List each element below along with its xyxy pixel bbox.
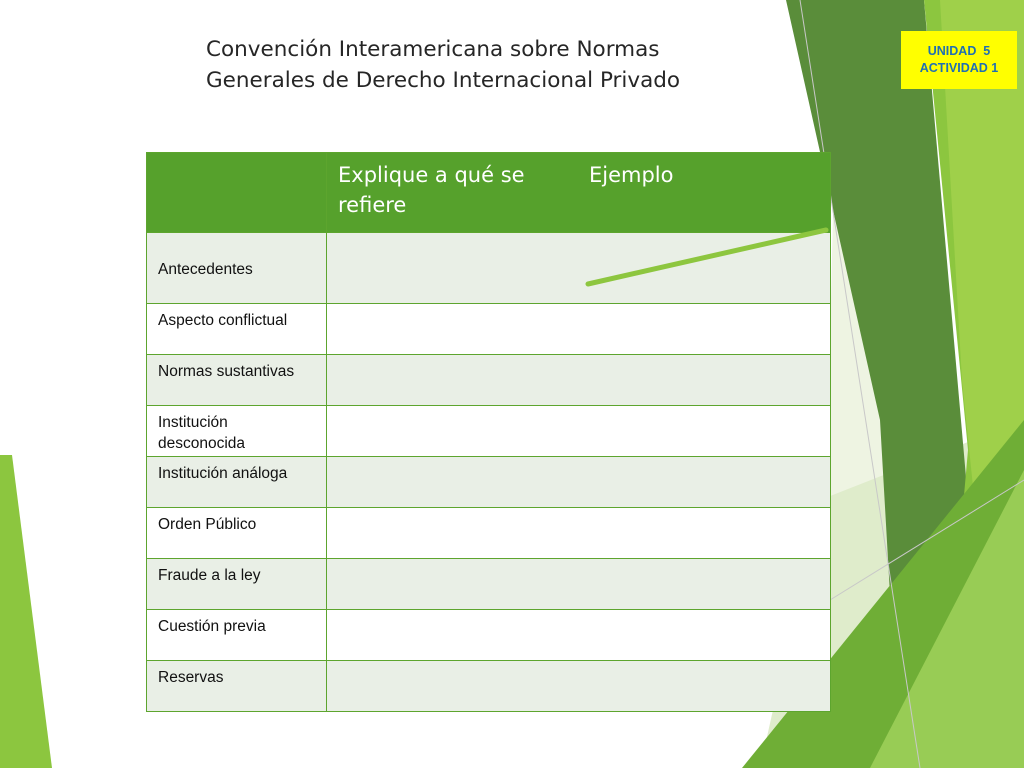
slide-title xyxy=(206,34,806,96)
header-example-label: Ejemplo xyxy=(589,163,674,187)
row-answer-cell[interactable] xyxy=(327,661,831,712)
activity-table xyxy=(146,152,831,712)
table-row xyxy=(147,233,831,304)
row-concept-label: Normas sustantivas xyxy=(158,363,295,380)
row-concept-cell xyxy=(147,661,327,712)
badge-activity-label: ACTIVIDAD 1 xyxy=(919,61,999,75)
row-answer-cell[interactable] xyxy=(327,233,831,304)
row-concept-cell xyxy=(147,406,327,457)
header-explain-label: Explique a qué se refiere xyxy=(338,163,525,217)
row-answer-cell[interactable] xyxy=(327,355,831,406)
unit-activity-badge xyxy=(901,31,1017,89)
row-answer-cell[interactable] xyxy=(327,610,831,661)
row-concept-label: Reservas xyxy=(158,669,224,686)
row-answer-cell[interactable] xyxy=(327,457,831,508)
slide-title-line-1: Convención Interamericana sobre Normas xyxy=(206,37,660,62)
table-row xyxy=(147,304,831,355)
table-row xyxy=(147,661,831,712)
row-concept-label: Antecedentes xyxy=(158,261,253,278)
row-concept-cell xyxy=(147,610,327,661)
row-concept-cell xyxy=(147,457,327,508)
table-row xyxy=(147,457,831,508)
row-answer-cell[interactable] xyxy=(327,304,831,355)
table-row xyxy=(147,559,831,610)
header-concept-cell xyxy=(147,153,327,233)
row-concept-label: Institución desconocida xyxy=(158,414,246,452)
row-concept-cell xyxy=(147,304,327,355)
table-row xyxy=(147,508,831,559)
row-answer-cell[interactable] xyxy=(327,559,831,610)
badge-unit-label: UNIDAD 5 xyxy=(927,44,991,58)
row-concept-label: Aspecto conflictual xyxy=(158,312,288,329)
row-concept-label: Orden Público xyxy=(158,516,257,533)
row-concept-cell xyxy=(147,508,327,559)
row-concept-label: Cuestión previa xyxy=(158,618,266,635)
row-concept-cell xyxy=(147,355,327,406)
row-concept-cell xyxy=(147,233,327,304)
row-concept-label: Fraude a la ley xyxy=(158,567,261,584)
row-answer-cell[interactable] xyxy=(327,406,831,457)
row-answer-cell[interactable] xyxy=(327,508,831,559)
table-header-row xyxy=(147,153,831,233)
table-row xyxy=(147,610,831,661)
table-row xyxy=(147,355,831,406)
bg-shape-left xyxy=(0,455,52,768)
slide-title-line-2: Generales de Derecho Internacional Privado xyxy=(206,68,681,93)
header-content-cell xyxy=(327,153,831,233)
row-concept-cell xyxy=(147,559,327,610)
row-concept-label: Institución análoga xyxy=(158,465,288,482)
table-row xyxy=(147,406,831,457)
